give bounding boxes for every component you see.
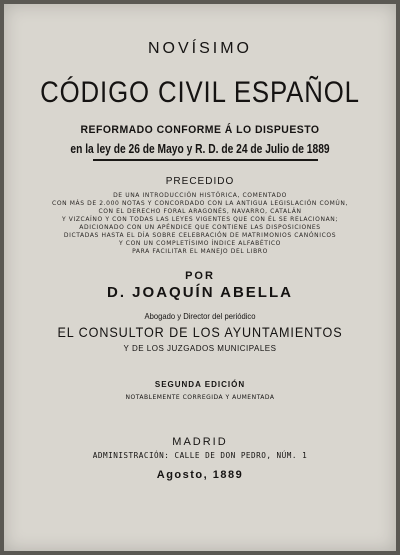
description-line: CON EL DERECHO FORAL ARAGONÉS, NAVARRO, CATALÁN	[98, 208, 302, 215]
title-ley-fecha: en la ley de 26 de Mayo y R. D. de 24 de Julio de 1889	[70, 142, 330, 156]
precedido-heading: PRECEDIDO	[165, 176, 235, 187]
description-line: Y VIZCAÍNO Y CON TODAS LAS LEYES VIGENTES QUE CON ÉL SE RELACIONAN;	[61, 216, 338, 223]
title-reformado: REFORMADO CONFORME Á LO DISPUESTO	[80, 124, 320, 136]
author-role: Abogado y Director del periódico	[144, 311, 256, 321]
title-novisimo: NOVÍSIMO	[147, 40, 252, 57]
city: MADRID	[172, 436, 228, 448]
description-line: CON MÁS DE 2.000 NOTAS Y CONCORDADO CON LA ANTIGUA LEGISLACIÓN COMÚN,	[52, 200, 348, 207]
title-main: CÓDIGO CIVIL ESPAÑOL	[40, 76, 360, 109]
publication-date: Agosto, 1889	[156, 469, 244, 481]
description-line: PARA FACILITAR EL MANEJO DEL LIBRO	[132, 248, 268, 255]
description-line: DICTADAS HASTA EL DÍA SOBRE CELEBRACIÓN DE MATRIMONIOS CANÓNICOS	[63, 232, 337, 239]
title-page	[4, 4, 396, 551]
publisher-address: ADMINISTRACIÓN: CALLE DE DON PEDRO, NÚM. 1	[92, 451, 308, 460]
edition-label: SEGUNDA EDICIÓN	[154, 380, 246, 389]
author-name: D. JOAQUÍN ABELLA	[107, 284, 293, 301]
description-line: ADICIONADO CON UN APÉNDICE QUE CONTIENE LAS DISPOSICIONES	[79, 224, 321, 231]
por-label: POR	[185, 270, 215, 282]
publication-subtitle: Y DE LOS JUZGADOS MUNICIPALES	[123, 344, 277, 353]
publication-name: EL CONSULTOR DE LOS AYUNTAMIENTOS	[57, 324, 343, 340]
underline-divider	[93, 159, 318, 161]
description-line: DE UNA INTRODUCCIÓN HISTÓRICA, COMENTADO	[113, 192, 287, 199]
edition-note: NOTABLEMENTE CORREGIDA Y AUMENTADA	[125, 394, 275, 401]
description-line: Y CON UN COMPLETÍSIMO ÍNDICE ALFABÉTICO	[119, 240, 281, 247]
